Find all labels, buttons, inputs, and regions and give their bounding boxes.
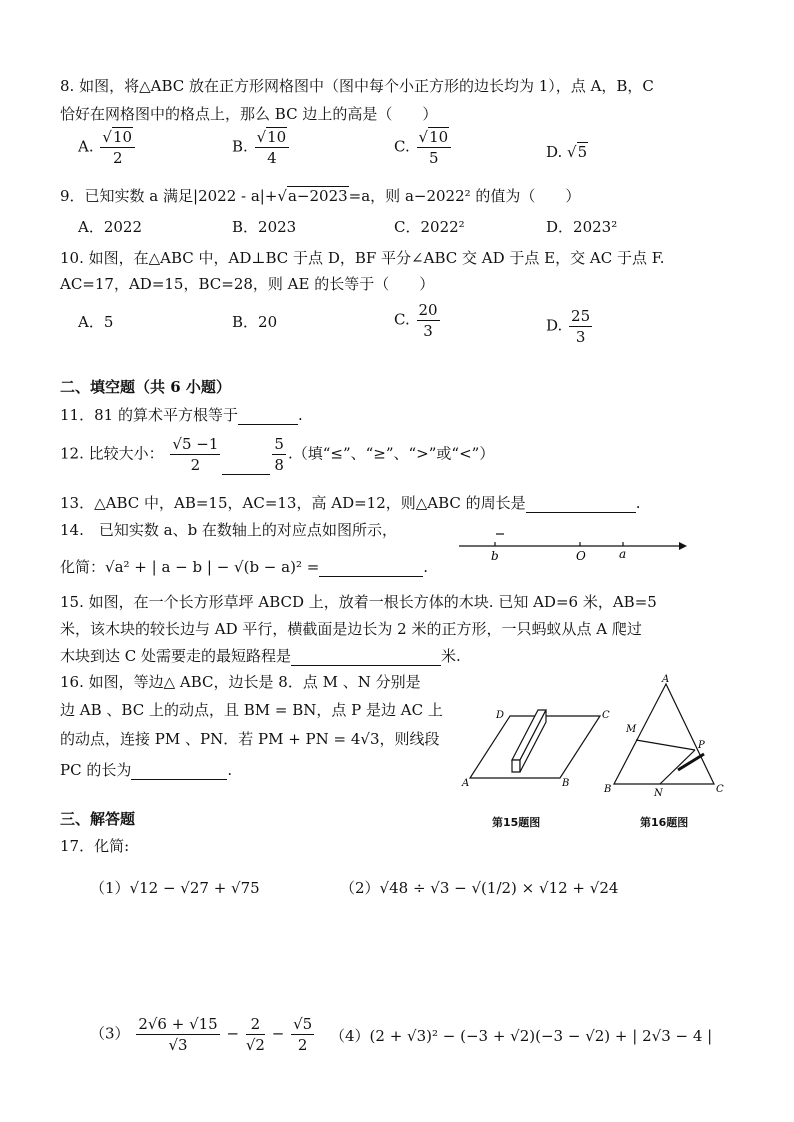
q8-option-c: C. $\frac{√10}{5}$ [394, 127, 453, 168]
q8-option-b: B. $\frac{√10}{4}$ [232, 127, 291, 168]
q17-part1: （1）√12 − √27 + √75 [90, 879, 260, 897]
q16-line3: 的动点，连接 PM 、PN．若 PM + PN = 4√3，则线段 [60, 730, 440, 748]
q14-line1: 14. 已知实数 a、b 在数轴上的对应点如图所示， [60, 521, 397, 539]
q9-option-a: A．2022 [78, 218, 143, 236]
q8-line2: 恰好在网格图中的格点上，那么 BC 边上的高是（ ） [60, 105, 438, 123]
segment-pn [660, 750, 695, 784]
fig16-label-n: N [654, 788, 663, 799]
segment-pm [636, 740, 695, 750]
q15-line2: 米，该木块的较长边与 AD 平行，横截面是边长为 2 米的正方形，一只蚂蚁从点 A 爬过 [60, 620, 642, 638]
section-fill-in: 二、填空题（共 6 小题） [60, 378, 231, 396]
q10-option-d: D. $\frac{25}{3}$ [546, 307, 591, 346]
q8-option-d: D. √5 [546, 143, 588, 161]
fig16-caption: 第16题图 [640, 816, 689, 829]
q16-line1: 16. 如图，等边△ ABC，边长是 8．点 M 、N 分别是 [60, 673, 421, 691]
fig16-label-b: B [604, 784, 612, 795]
q14-number-line [455, 528, 691, 562]
q8-line1: 8. 如图，将△ABC 放在正方形网格图中（图中每个小正方形的边长均为 1），点 A，B，C [60, 77, 654, 95]
q17-part2: （2）√48 ÷ √3 − √(1/2) × √12 + √24 [340, 879, 619, 897]
q12: 12. 比较大小： $\frac{√5 -1}{2}$ $\frac{5}{8}$ .（填“≤”、“≥”、“>”或“<”） [60, 435, 495, 474]
fig16-label-p: P [698, 740, 705, 751]
fig15-diagram [460, 700, 620, 790]
label-o: O [576, 549, 586, 562]
q8-option-a: A. $\frac{√10}{2}$ [78, 127, 137, 168]
q17-part3: （3） $\frac{2√6 + √15}{√3}$ − $\frac{2}{√2}$ − $\frac{√5}{2}$ [90, 1015, 313, 1054]
q15-line1: 15. 如图，在一个长方形草坪 ABCD 上，放着一根长方体的木块. 已知 AD=6 米，AB=5 [60, 593, 657, 611]
fig15-caption: 第15题图 [492, 816, 541, 829]
q9-option-b: B．2023 [232, 218, 297, 236]
q17-part4: （4）(2 + √3)² − (−3 + √2)(−3 − √2) + | 2√3 − 4 | [330, 1027, 713, 1045]
section-solve: 三、解答题 [60, 810, 136, 828]
q17-title: 17．化简: [60, 837, 130, 855]
q10-option-b: B．20 [232, 313, 278, 331]
q10-option-a: A．5 [78, 313, 114, 331]
block-front [512, 760, 520, 772]
fig15-label-b: B [562, 778, 570, 789]
q9-option-c: C．2022² [394, 218, 465, 236]
fig15-label-a: A [462, 778, 470, 789]
fig16-diagram [600, 672, 730, 802]
q9-stem: 9．已知实数 a 满足|2022 - a|+√a−2023=a，则 a−2022² 的值为（ ） [60, 187, 581, 205]
q10-line2: AC=17，AD=15，BC=28，则 AE 的长等于（ ） [60, 275, 435, 293]
q16-line4: PC 的长为 . [60, 761, 233, 779]
fig16-label-c: C [716, 784, 724, 795]
fig16-label-m: M [626, 724, 637, 735]
q15-line3: 木块到达 C 处需要走的最短路程是 米. [60, 647, 461, 665]
q16-line2: 边 AB 、BC 上的动点，且 BM = BN，点 P 是边 AC 上 [60, 701, 443, 719]
q9-option-d: D．2023² [546, 218, 618, 236]
q13: 13．△ABC 中，AB=15，AC=13，高 AD=12，则△ABC 的周长是 . [60, 494, 641, 512]
fig15-label-d: D [496, 710, 505, 721]
fig16-label-a: A [662, 674, 670, 685]
q14-simplify: 化简：√a² + | a − b | − √(b − a)² = . [60, 558, 429, 576]
number-line-arrow [679, 542, 687, 550]
q10-option-c: C. $\frac{20}{3}$ [394, 301, 438, 340]
fig15-label-c: C [602, 710, 610, 721]
q11: 11．81 的算术平方根等于 . [60, 406, 303, 424]
q10-line1: 10. 如图，在△ABC 中，AD⊥BC 于点 D，BF 平分∠ABC 交 AD 于点 E，交 AC 于点 F. [60, 249, 665, 267]
label-b: b [491, 549, 499, 562]
label-a: a [619, 547, 627, 561]
